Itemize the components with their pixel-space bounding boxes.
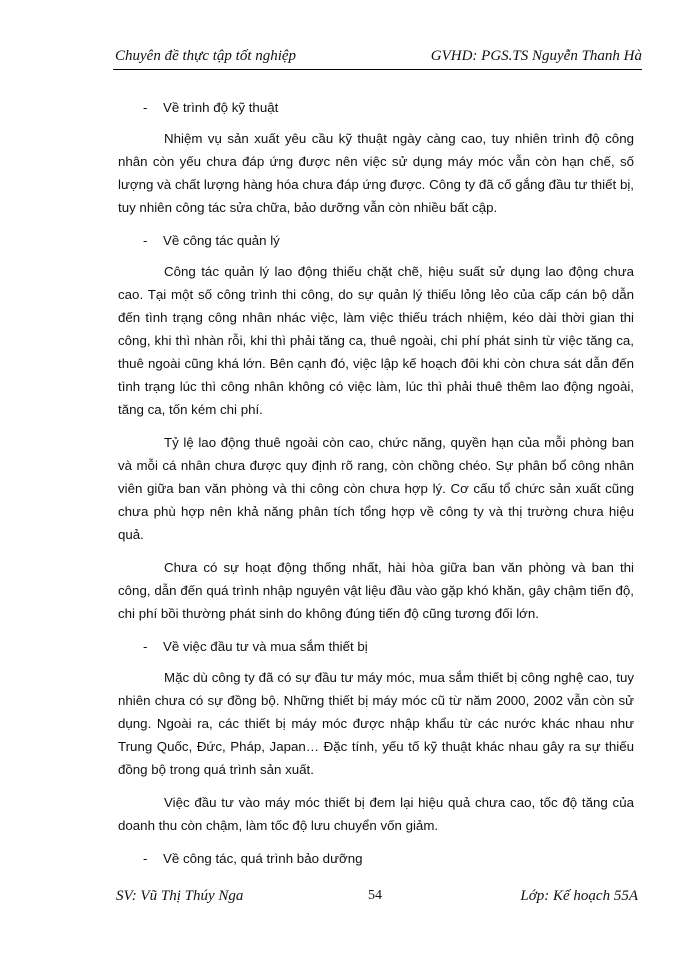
section-heading-text: Về công tác, quá trình bảo dưỡng bbox=[163, 851, 363, 866]
section-heading-text: Về công tác quản lý bbox=[163, 233, 280, 248]
paragraph-coordination: Chưa có sự hoạt động thống nhất, hài hòa giữa ban văn phòng và ban thi công, dẫn đến quá trình nhập nguyên vật liệu đầu vào gặp khó khăn, gây chậm tiến độ, chi phí bồi thường phát sinh do không đúng tiến độ cũng tương đối lớn. bbox=[118, 560, 634, 621]
section-heading-text: Về việc đầu tư và mua sắm thiết bị bbox=[163, 639, 368, 654]
header-advisor: GVHD: PGS.TS Nguyễn Thanh Hà bbox=[430, 48, 642, 64]
section-heading-investment bbox=[118, 635, 634, 658]
page-number: 54 bbox=[368, 888, 382, 903]
paragraph-outsourcing: Tỷ lệ lao động thuê ngoài còn cao, chức năng, quyền hạn của mỗi phòng ban và mỗi cá nhân chưa được quy định rõ rang, còn chồng chéo. Sự phân bổ công nhân viên giữa ban văn phòng và thi công còn chưa hợp lý. Cơ cấu tổ chức sản xuất cũng chưa phù hợp nên khả năng phân tích tổng hợp về công ty và thị trường chưa hiệu quả. bbox=[118, 435, 634, 542]
footer-class: Lớp: Kế hoạch 55A bbox=[520, 888, 638, 904]
paragraph-management: Công tác quản lý lao động thiếu chặt chẽ, hiệu suất sử dụng lao động chưa cao. Tại một số công trình thi công, do sự quản lý thiếu lỏng lẻo của cấp cán bộ dẫn đến tình trạng công nhân nhác việc, làm việc thiếu trách nhiệm, kéo dài thời gian thi công, khi thì nhàn rỗi, khi thì phải tăng ca, thuê ngoài, chi phí phát sinh từ việc tăng ca, thuê ngoài cũng khá lớn. Bên cạnh đó, việc lập kế hoạch đôi khi còn chưa sát dẫn đến tình trạng lúc thì công nhân không có việc làm, lúc thì phải thuê thêm lao động ngoài, tăng ca, tốn kém chi phí. bbox=[118, 264, 634, 417]
paragraph-investment: Mặc dù công ty đã có sự đầu tư máy móc, mua sắm thiết bị công nghệ cao, tuy nhiên chưa có sự đồng bộ. Những thiết bị máy móc cũ từ năm 2000, 2002 vẫn còn sử dụng. Ngoài ra, các thiết bị máy móc được nhập khẩu từ các nước khác nhau như Trung Quốc, Đức, Pháp, Japan… Đặc tính, yếu tố kỹ thuật khác nhau gây ra sự thiếu đồng bộ trong quá trình sản xuất. bbox=[118, 670, 634, 777]
bullet-dash: - bbox=[143, 851, 148, 866]
section-heading-technical bbox=[118, 96, 634, 119]
page-footer bbox=[116, 888, 638, 905]
paragraph-technical: Nhiệm vụ sản xuất yêu cầu kỹ thuật ngày càng cao, tuy nhiên trình độ công nhân còn yếu chưa đáp ứng được nên việc sử dụng máy móc vẫn còn hạn chế, số lượng và chất lượng hàng hóa chưa đáp ứng được. Công ty đã cố gắng đầu tư thiết bị, tuy nhiên công tác sửa chữa, bảo dưỡng vẫn còn nhiều bất cập. bbox=[118, 131, 634, 215]
bullet-dash: - bbox=[143, 639, 148, 654]
section-heading-maintenance bbox=[118, 847, 634, 870]
page-header bbox=[115, 46, 642, 66]
footer-student: SV: Vũ Thị Thúy Nga bbox=[116, 888, 244, 904]
bullet-dash: - bbox=[143, 233, 148, 248]
section-heading-text: Về trình độ kỹ thuật bbox=[163, 100, 279, 115]
section-heading-management bbox=[118, 229, 634, 252]
bullet-dash: - bbox=[143, 100, 148, 115]
document-body bbox=[118, 96, 634, 870]
header-divider bbox=[113, 69, 642, 70]
header-title: Chuyên đề thực tập tốt nghiệp bbox=[115, 48, 297, 64]
paragraph-efficiency: Việc đầu tư vào máy móc thiết bị đem lại hiệu quả chưa cao, tốc độ tăng của doanh thu còn chậm, làm tốc độ lưu chuyển vốn giảm. bbox=[118, 795, 634, 833]
